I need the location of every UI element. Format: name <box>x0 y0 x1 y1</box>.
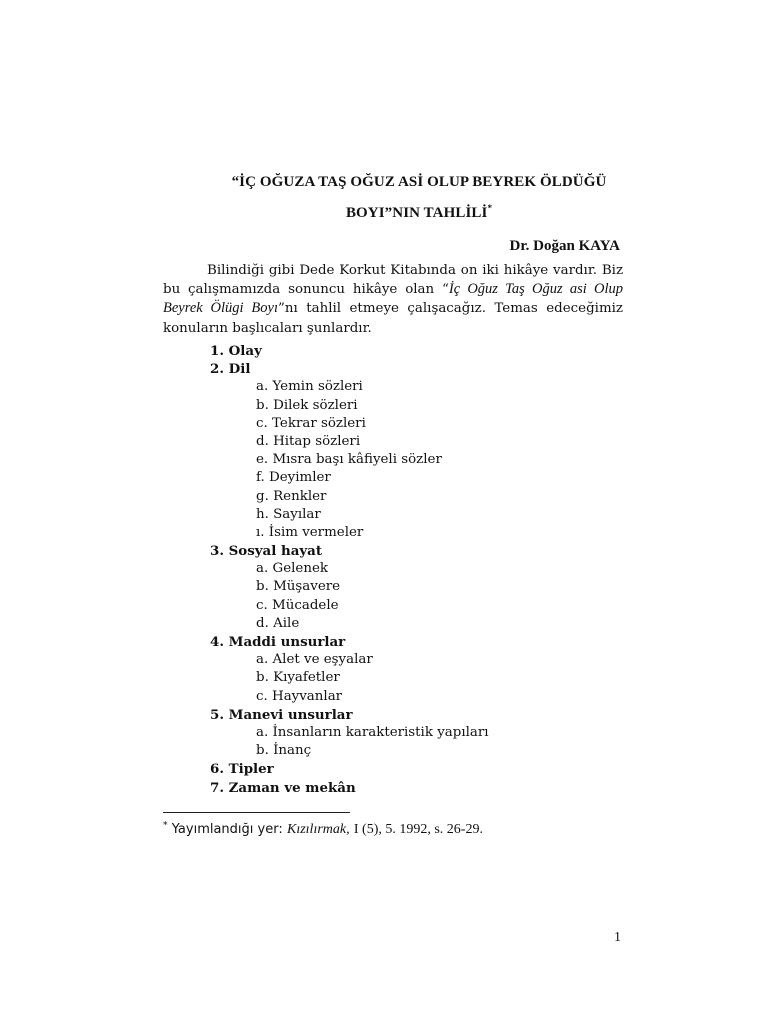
outline-section <box>210 360 489 542</box>
outline-subitem: a. Yemin sözleri <box>256 379 363 395</box>
outline-subitem: b. Dilek sözleri <box>256 397 358 413</box>
outline-heading: 4. Maddi unsurlar <box>210 634 346 650</box>
outline-subitem: a. İnsanların karakteristik yapıları <box>256 724 489 740</box>
outline-subitem: b. Müşavere <box>256 579 341 595</box>
intro-story-title: İç Oğuz Taş Oğuz asi Olup Beyrek Ölügi Boyı <box>163 281 623 317</box>
outline-subitem: g. Renkler <box>256 488 327 504</box>
outline-heading: 3. Sosyal hayat <box>210 543 323 560</box>
intro-text-before: Bilindiği gibi Dede Korkut Kitabında on iki hikâye vardır. Biz bu çalışmamızda sonuncu hikâye olan “ <box>163 263 623 298</box>
outline-section <box>210 760 489 778</box>
outline-subitem: e. Mısra başı kâfiyeli sözler <box>256 452 442 468</box>
outline-subitem: ı. İsim vermeler <box>256 524 364 540</box>
footnote-source-title: Kızılırmak, <box>286 822 350 837</box>
outline-subitem: d. Hitap sözleri <box>256 433 361 449</box>
outline-subitem: c. Hayvanlar <box>256 688 343 704</box>
outline-subitem: c. Tekrar sözleri <box>256 415 366 431</box>
outline-subitem: a. Alet ve eşyalar <box>256 652 373 668</box>
outline-subitem: f. Deyimler <box>256 470 331 486</box>
title-footnote-mark[interactable]: * <box>487 203 493 213</box>
footnote <box>163 822 483 838</box>
outline-subitem: c. Mücadele <box>256 597 339 613</box>
outline-section <box>210 633 489 706</box>
outline-heading: 1. Olay <box>210 343 262 359</box>
footnote-label: Yayımlandığı yer: <box>171 822 283 837</box>
outline-heading: 6. Tipler <box>210 761 274 778</box>
intro-paragraph <box>163 261 623 338</box>
footnote-mark: * <box>163 821 168 831</box>
outline-heading: 7. Zaman ve mekân <box>210 779 356 796</box>
outline-subitem: d. Aile <box>256 615 300 631</box>
intro-text-after: ”nı tahlil etmeye çalışacağız. Temas edeceğimiz konuların başlıcaları şunlardır. <box>163 301 623 336</box>
outline-subitem: b. İnanç <box>256 743 312 759</box>
outline-subitem: h. Sayılar <box>256 506 321 522</box>
outline-section <box>210 779 489 797</box>
outline-subitem: b. Kıyafetler <box>256 670 340 686</box>
title-line-2 <box>35 203 768 222</box>
footnote-source-details: I (5), 5. 1992, s. 26-29. <box>353 822 483 837</box>
outline-heading: 2. Dil <box>210 361 251 378</box>
footnote-divider <box>163 812 350 813</box>
outline-subitem: a. Gelenek <box>256 561 328 577</box>
page-number: 1 <box>614 930 621 945</box>
outline-heading: 5. Manevi unsurlar <box>210 706 353 723</box>
author-name: Dr. Doğan KAYA <box>509 238 620 254</box>
outline-section <box>210 706 489 761</box>
topic-outline <box>210 342 489 797</box>
title-line-1: “İÇ OĞUZA TAŞ OĞUZ ASİ OLUP BEYREK ÖLDÜĞÜ <box>231 174 607 190</box>
outline-section <box>210 342 489 360</box>
title-line-2-text: BOYI”NIN TAHLİLİ <box>345 205 488 221</box>
outline-section <box>210 542 489 633</box>
